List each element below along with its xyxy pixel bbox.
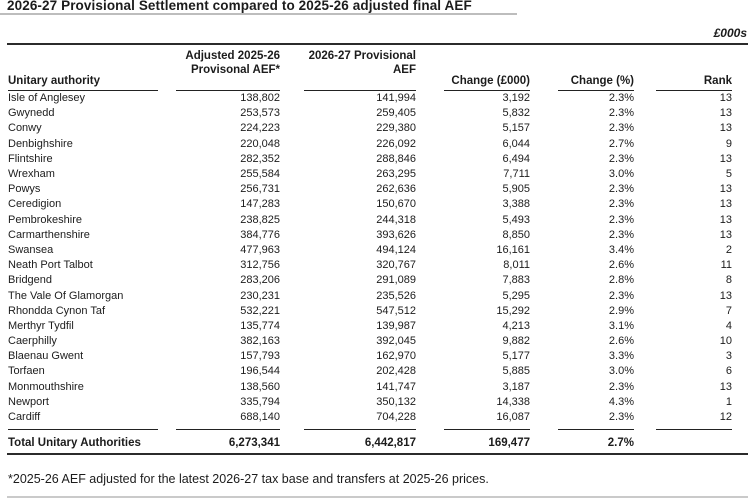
cell-aef-2026: 704,228 [376,411,416,424]
cell-aef-2026: 547,512 [376,304,416,317]
cell-authority: Torfaen [8,365,45,378]
cell-change-pct: 3.0% [608,365,634,378]
cell-aef-2026: 202,428 [376,365,416,378]
table-row [8,273,732,288]
cell-rank: 10 [719,335,732,348]
cell-change-000: 4,213 [502,319,530,332]
cell-aef-2026: 392,045 [376,335,416,348]
cell-change-pct: 2.3% [608,122,634,135]
cell-change-000: 9,882 [502,335,530,348]
cell-aef-2025: 220,048 [240,137,280,150]
table-row [8,228,732,243]
cell-authority: Monmouthshire [8,380,84,393]
cell-aef-2026: 259,405 [376,107,416,120]
table-row [8,152,732,167]
cell-authority: Cardiff [8,411,41,424]
cell-change-000: 3,187 [502,380,530,393]
cell-authority: Powys [8,183,41,196]
cell-authority: Conwy [8,122,42,135]
cell-rank: 8 [725,274,732,287]
cell-rank: 4 [725,319,732,332]
table-header [8,45,732,91]
cell-aef-2025: 230,231 [240,289,280,302]
cell-authority: Bridgend [8,274,53,287]
cell-change-000: 5,832 [502,107,530,120]
cell-authority: Ceredigion [8,198,62,211]
cell-change-000: 14,338 [496,395,530,408]
cell-aef-2026: 262,636 [376,183,416,196]
cell-aef-2025: 312,756 [240,259,280,272]
cell-aef-2025: 253,573 [240,107,280,120]
cell-aef-2025: 532,221 [240,304,280,317]
col-header-aef-2025: Adjusted 2025-26 Provisonal AEF* [185,50,280,76]
table-row [8,380,732,395]
table-row [8,258,732,273]
cell-change-000: 7,883 [502,274,530,287]
total-row [8,430,732,453]
cell-change-000: 5,177 [502,350,530,363]
total-change-pct: 2.7% [607,437,634,450]
col-header-rank: Rank [703,74,732,87]
cell-authority: Wrexham [8,168,55,181]
cell-authority: The Vale Of Glamorgan [8,289,124,302]
cell-aef-2026: 494,124 [376,243,416,256]
cell-aef-2025: 282,352 [240,152,280,165]
cell-aef-2026: 229,380 [376,122,416,135]
table-row [8,349,732,364]
cell-aef-2025: 238,825 [240,213,280,226]
cell-aef-2025: 382,163 [240,335,280,348]
cell-aef-2026: 141,994 [376,92,416,105]
cell-rank: 5 [725,168,732,181]
cell-change-pct: 2.3% [608,228,634,241]
footnote: *2025-26 AEF adjusted for the latest 2026-27 tax base and transfers at 2025-26 prices. [8,472,489,487]
table-footer [8,425,732,453]
cell-change-000: 5,157 [502,122,530,135]
total-change-000: 169,477 [488,437,530,450]
cell-aef-2026: 393,626 [376,228,416,241]
cell-change-pct: 2.6% [608,335,634,348]
table-row [8,213,732,228]
cell-rank: 6 [725,365,732,378]
cell-rank: 13 [719,198,732,211]
table-bottom-rule [7,453,748,455]
cell-rank: 11 [720,259,732,272]
cell-change-pct: 2.3% [608,92,634,105]
table-row [8,364,732,379]
table-row [8,334,732,349]
cell-authority: Denbighshire [8,137,73,150]
table-row [8,91,732,106]
cell-change-000: 6,044 [502,137,530,150]
cell-aef-2025: 283,206 [240,274,280,287]
table-row [8,167,732,182]
col-header-change-pct: Change (%) [570,74,634,87]
cell-change-pct: 2.3% [608,198,634,211]
cell-authority: Newport [8,395,49,408]
title-underline [0,13,517,15]
total-label: Total Unitary Authorities [8,437,141,450]
cell-change-pct: 2.6% [608,259,634,272]
page-title: 2026-27 Provisional Settlement compared to 2025-26 adjusted final AEF [7,0,472,13]
cell-aef-2026: 291,089 [376,274,416,287]
cell-aef-2026: 263,295 [376,168,416,181]
cell-authority: Blaenau Gwent [8,350,84,363]
col-header-authority: Unitary authority [8,74,101,87]
cell-aef-2025: 335,794 [240,395,280,408]
table-row [8,243,732,258]
cell-aef-2025: 157,793 [240,350,280,363]
cell-aef-2025: 224,223 [240,122,280,135]
cell-authority: Carmarthenshire [8,228,90,241]
col-header-change-000: Change (£000) [451,74,530,87]
cell-change-pct: 2.3% [608,107,634,120]
cell-aef-2025: 384,776 [240,228,280,241]
cell-aef-2026: 150,670 [376,198,416,211]
cell-change-pct: 2.3% [608,289,634,302]
cell-rank: 13 [719,122,732,135]
cell-aef-2025: 135,774 [240,319,280,332]
cell-change-pct: 2.7% [608,137,634,150]
cell-rank: 7 [725,304,732,317]
cell-authority: Merthyr Tydfil [8,319,74,332]
table-row [8,106,732,121]
table-body [8,91,732,425]
cell-authority: Gwynedd [8,107,55,120]
cell-change-pct: 4.3% [608,395,634,408]
cell-rank: 13 [719,183,732,196]
cell-aef-2026: 288,846 [376,152,416,165]
cell-authority: Caerphilly [8,335,57,348]
cell-aef-2026: 141,747 [376,380,416,393]
cell-authority: Swansea [8,243,54,256]
cell-aef-2025: 138,560 [240,380,280,393]
cell-change-000: 5,905 [502,183,530,196]
cell-aef-2025: 138,802 [240,92,280,105]
cell-aef-2025: 255,584 [240,168,280,181]
total-rank [634,430,732,453]
cell-rank: 13 [719,107,732,120]
cell-rank: 3 [725,350,732,363]
total-aef-2026: 6,442,817 [364,437,416,450]
cell-rank: 9 [725,137,732,150]
cell-rank: 13 [719,213,732,226]
settlement-table [8,45,732,453]
cell-authority: Pembrokeshire [8,213,82,226]
cell-change-pct: 2.3% [608,380,634,393]
cell-change-pct: 2.3% [608,411,634,424]
cell-change-pct: 3.3% [608,350,634,363]
cell-change-000: 5,493 [502,213,530,226]
cell-authority: Flintshire [8,152,53,165]
cell-change-000: 16,087 [496,411,530,424]
cell-rank: 13 [719,92,732,105]
cell-change-pct: 2.3% [608,152,634,165]
settlement-table-section [7,43,748,487]
table-row [8,121,732,136]
cell-change-000: 8,011 [503,259,530,272]
cell-rank: 12 [719,411,732,424]
units-label: £000s [713,26,747,40]
cell-aef-2026: 226,092 [376,137,416,150]
cell-change-000: 16,161 [496,243,530,256]
cell-change-000: 5,295 [502,289,530,302]
cell-aef-2026: 320,767 [376,259,416,272]
cell-aef-2026: 139,987 [376,319,416,332]
cell-change-000: 3,388 [502,198,530,211]
table-row [8,410,732,425]
cell-aef-2026: 235,526 [376,289,416,302]
table-row [8,395,732,410]
cell-change-000: 5,885 [502,365,530,378]
cell-aef-2025: 256,731 [240,183,280,196]
cell-aef-2025: 196,544 [240,365,280,378]
cell-rank: 13 [719,152,732,165]
cell-change-000: 8,850 [502,228,530,241]
page-bottom-rule [7,496,748,498]
cell-change-pct: 2.9% [608,304,634,317]
cell-aef-2026: 244,318 [376,213,416,226]
table-row [8,182,732,197]
cell-aef-2025: 147,283 [240,198,280,211]
cell-authority: Rhondda Cynon Taf [8,304,106,317]
cell-change-pct: 3.1% [608,319,634,332]
table-row [8,197,732,212]
table-row [8,288,732,303]
cell-change-000: 6,494 [502,152,530,165]
cell-authority: Isle of Anglesey [8,92,86,105]
cell-change-pct: 3.4% [608,243,634,256]
cell-change-pct: 2.3% [608,183,634,196]
cell-aef-2025: 688,140 [240,411,280,424]
total-aef-2025: 6,273,341 [228,437,280,450]
cell-aef-2026: 350,132 [376,395,416,408]
cell-aef-2025: 477,963 [240,243,280,256]
table-row [8,137,732,152]
cell-change-pct: 2.8% [608,274,634,287]
cell-rank: 1 [725,395,732,408]
cell-change-000: 7,711 [503,168,530,181]
cell-rank: 2 [725,243,732,256]
cell-change-000: 3,192 [502,92,530,105]
cell-change-pct: 3.0% [608,168,634,181]
table-row [8,319,732,334]
cell-rank: 13 [719,228,732,241]
cell-change-pct: 2.3% [608,213,634,226]
col-header-aef-2026: 2026-27 Provisional AEF [308,50,416,76]
table-row [8,304,732,319]
cell-authority: Neath Port Talbot [8,259,93,272]
cell-rank: 13 [719,289,732,302]
cell-rank: 13 [719,380,732,393]
cell-change-000: 15,292 [496,304,530,317]
cell-aef-2026: 162,970 [376,350,416,363]
